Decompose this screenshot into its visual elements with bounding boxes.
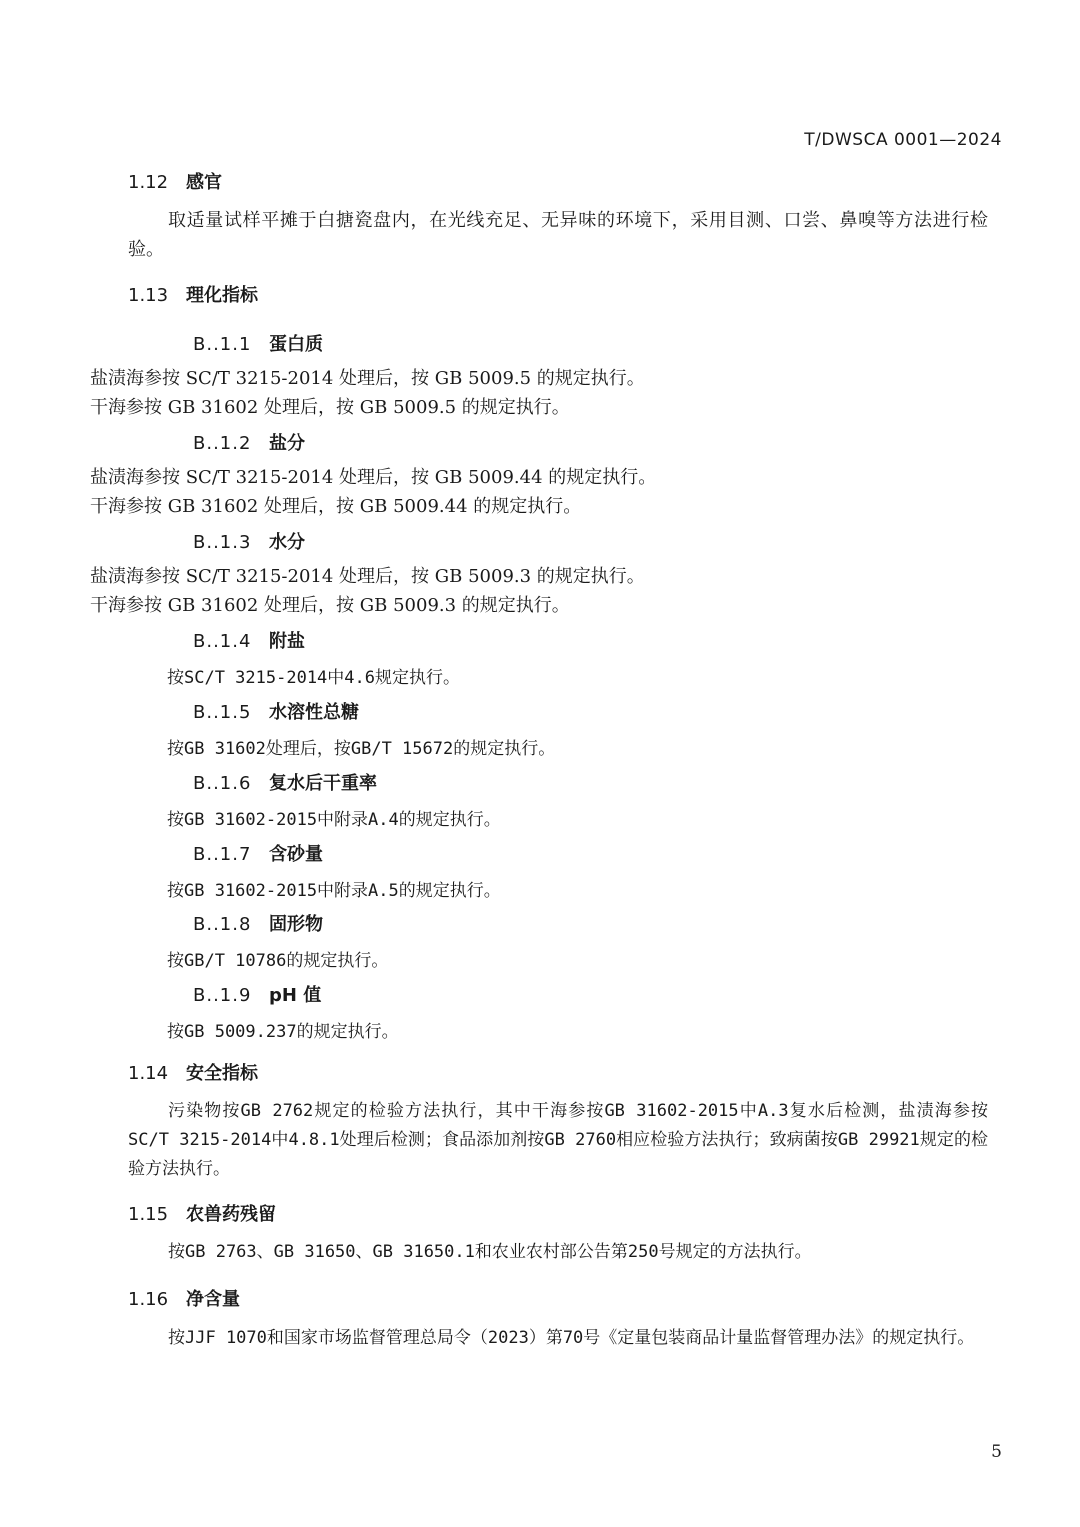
section-title: 安全指标 bbox=[186, 1063, 258, 1084]
subsection-title: 附盐 bbox=[269, 631, 305, 652]
subsection-title: 含砂量 bbox=[269, 844, 323, 865]
body-line: 按GB 31602处理后，按GB/T 15672的规定执行。 bbox=[167, 739, 556, 759]
document-code: T/DWSCA 0001—2024 bbox=[804, 130, 1002, 150]
section-title: 理化指标 bbox=[186, 285, 258, 306]
subsection-number: B..1.8 bbox=[193, 914, 252, 935]
section-title: 感官 bbox=[186, 172, 222, 193]
subsection-heading-b-1-2 bbox=[193, 429, 305, 455]
section-paragraph-1-14: 污染物按GB 2762规定的检验方法执行，其中干海参按GB 31602-2015中A.3复水后检测，盐渍海参按SC/T 3215-2014中4.8.1处理后检测；食品添加剂按GB 2760相应检验方法执行；致病菌按GB 29921规定的检验方法执行。 bbox=[128, 1101, 988, 1179]
section-paragraph-1-15: 按GB 2763、GB 31650、GB 31650.1和农业农村部公告第250号规定的方法执行。 bbox=[168, 1242, 812, 1262]
subsection-heading-b-1-3 bbox=[193, 528, 305, 554]
subsection-number: B..1.3 bbox=[193, 532, 252, 553]
subsection-title: 蛋白质 bbox=[269, 334, 323, 355]
section-number: 1.13 bbox=[128, 285, 169, 306]
subsection-heading-b-1-8 bbox=[193, 910, 323, 936]
subsection-heading-b-1-7 bbox=[193, 840, 323, 866]
subsection-title: 复水后干重率 bbox=[269, 773, 377, 794]
body-line: 按GB 31602-2015中附录A.5的规定执行。 bbox=[167, 881, 501, 901]
section-heading-1-13 bbox=[128, 281, 258, 307]
section-heading-1-15 bbox=[128, 1200, 276, 1226]
section-title: 净含量 bbox=[186, 1289, 240, 1310]
subsection-title: pH 值 bbox=[269, 985, 322, 1006]
body-line: 盐渍海参按 SC/T 3215-2014 处理后，按 GB 5009.44 的规定执行。 bbox=[90, 467, 657, 488]
subsection-heading-b-1-5 bbox=[193, 698, 359, 724]
body-line: 干海参按 GB 31602 处理后，按 GB 5009.5 的规定执行。 bbox=[90, 397, 570, 418]
subsection-title: 水溶性总糖 bbox=[269, 702, 359, 723]
section-number: 1.14 bbox=[128, 1063, 169, 1084]
page-number: 5 bbox=[991, 1442, 1002, 1462]
body-line: 按GB 5009.237的规定执行。 bbox=[167, 1022, 399, 1042]
subsection-title: 水分 bbox=[269, 532, 305, 553]
section-paragraph-1-16: 按JJF 1070和国家市场监督管理总局令（2023）第70号《定量包装商品计量监督管理办法》的规定执行。 bbox=[168, 1328, 975, 1348]
section-heading-1-16 bbox=[128, 1285, 240, 1311]
section-paragraph-1-12: 取适量试样平摊于白搪瓷盘内，在光线充足、无异味的环境下，采用目测、口尝、鼻嗅等方法进行检验。 bbox=[128, 210, 988, 260]
subsection-heading-b-1-6 bbox=[193, 769, 377, 795]
subsection-number: B..1.1 bbox=[193, 334, 252, 355]
subsection-heading-b-1-9 bbox=[193, 981, 321, 1007]
body-line: 干海参按 GB 31602 处理后，按 GB 5009.3 的规定执行。 bbox=[90, 595, 570, 616]
body-line: 按GB 31602-2015中附录A.4的规定执行。 bbox=[167, 810, 501, 830]
section-number: 1.15 bbox=[128, 1204, 169, 1225]
body-line: 盐渍海参按 SC/T 3215-2014 处理后，按 GB 5009.5 的规定执行。 bbox=[90, 368, 645, 389]
subsection-number: B..1.9 bbox=[193, 985, 252, 1006]
subsection-number: B..1.4 bbox=[193, 631, 252, 652]
section-number: 1.12 bbox=[128, 172, 169, 193]
subsection-number: B..1.5 bbox=[193, 702, 252, 723]
subsection-title: 盐分 bbox=[269, 433, 305, 454]
body-line: 按SC/T 3215-2014中4.6规定执行。 bbox=[167, 668, 460, 688]
body-line: 盐渍海参按 SC/T 3215-2014 处理后，按 GB 5009.3 的规定执行。 bbox=[90, 566, 645, 587]
subsection-number: B..1.7 bbox=[193, 844, 252, 865]
section-heading-1-12 bbox=[128, 168, 222, 194]
section-number: 1.16 bbox=[128, 1289, 169, 1310]
body-line: 干海参按 GB 31602 处理后，按 GB 5009.44 的规定执行。 bbox=[90, 496, 582, 517]
subsection-title: 固形物 bbox=[269, 914, 323, 935]
section-title: 农兽药残留 bbox=[186, 1204, 276, 1225]
body-line: 按GB/T 10786的规定执行。 bbox=[167, 951, 389, 971]
subsection-heading-b-1-1 bbox=[193, 330, 323, 356]
subsection-number: B..1.2 bbox=[193, 433, 252, 454]
subsection-number: B..1.6 bbox=[193, 773, 252, 794]
section-heading-1-14 bbox=[128, 1059, 258, 1085]
subsection-heading-b-1-4 bbox=[193, 627, 305, 653]
